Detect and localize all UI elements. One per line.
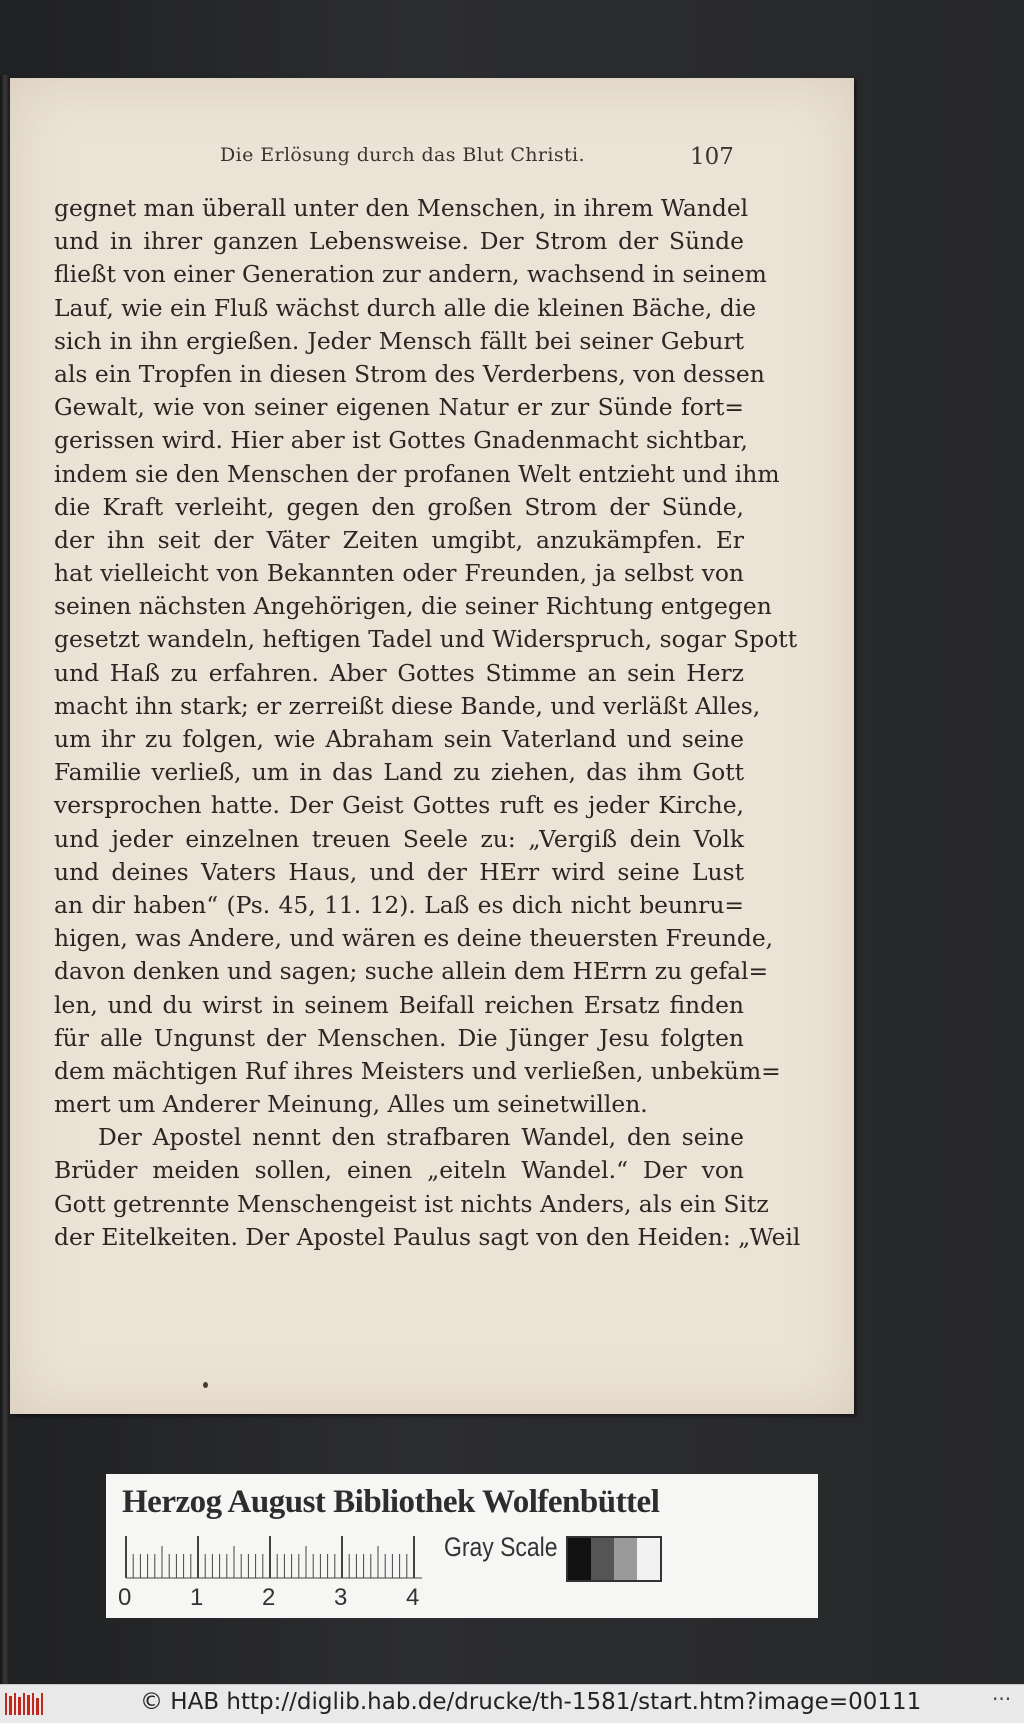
text-line: und deines Vaters Haus, und der HErr wird seine Lust xyxy=(54,857,744,886)
grayscale-patch xyxy=(614,1538,637,1580)
ruler-number: 0 xyxy=(118,1584,132,1611)
text-line: fließt von einer Generation zur andern, wachsend in seinem xyxy=(54,260,767,289)
text-line: Gewalt, wie von seiner eigenen Natur er zur Sünde fort= xyxy=(54,393,744,422)
text-line: und jeder einzelnen treuen Seele zu: „Vergiß dein Volk xyxy=(54,824,744,853)
more-options-icon[interactable]: ··· xyxy=(992,1687,1012,1711)
viewer-footer xyxy=(0,1684,1024,1723)
text-line: Brüder meiden sollen, einen „eiteln Wandel.“ Der von xyxy=(54,1156,744,1185)
text-line: indem sie den Menschen der profanen Welt entzieht und ihm xyxy=(54,459,780,488)
text-line: und Haß zu erfahren. Aber Gottes Stimme an sein Herz xyxy=(54,658,744,687)
ruler-number: 3 xyxy=(334,1584,348,1611)
page-number: 107 xyxy=(690,144,734,170)
hab-logo-icon xyxy=(4,1691,48,1717)
text-line: versprochen hatte. Der Geist Gottes ruft es jeder Kirche, xyxy=(54,791,744,820)
text-line: hat vielleicht von Bekannten oder Freunden, ja selbst von xyxy=(54,559,744,588)
text-line: higen, was Andere, und wären es deine theuersten Freunde, xyxy=(54,924,774,953)
text-line: und in ihrer ganzen Lebensweise. Der Strom der Sünde xyxy=(54,227,744,256)
ruler-number: 1 xyxy=(190,1584,204,1611)
text-line: len, und du wirst in seinem Beifall reichen Ersatz finden xyxy=(54,990,744,1019)
ruler-number: 4 xyxy=(406,1584,420,1611)
text-line: dem mächtigen Ruf ihres Meisters und verließen, unbeküm= xyxy=(54,1056,781,1085)
text-line: Gott getrennte Menschengeist ist nichts Anders, als ein Sitz xyxy=(54,1189,769,1218)
book-spine xyxy=(0,75,10,1695)
color-target-card xyxy=(106,1474,818,1618)
text-line: der ihn seit der Väter Zeiten umgibt, anzukämpfen. Er xyxy=(54,525,744,554)
text-line: Der Apostel nennt den strafbaren Wandel, den seine xyxy=(98,1123,744,1152)
grayscale-patch xyxy=(637,1538,660,1580)
text-line: Lauf, wie ein Fluß wächst durch alle die kleinen Bäche, die xyxy=(54,293,757,322)
book-page xyxy=(10,78,854,1414)
running-head: Die Erlösung durch das Blut Christi. xyxy=(220,144,585,166)
text-line: macht ihn stark; er zerreißt diese Bande, und verläßt Alles, xyxy=(54,691,761,720)
grayscale-patch xyxy=(568,1538,591,1580)
text-line: die Kraft verleiht, gegen den großen Strom der Sünde, xyxy=(54,492,744,521)
grayscale-patch xyxy=(591,1538,614,1580)
text-line: seinen nächsten Angehörigen, die seiner Richtung entgegen xyxy=(54,592,772,621)
ruler-numbers xyxy=(118,1584,458,1614)
grayscale-label: Gray Scale xyxy=(444,1532,558,1562)
text-line: für alle Ungunst der Menschen. Die Jünger Jesu folgten xyxy=(54,1023,744,1052)
text-line: um ihr zu folgen, wie Abraham sein Vaterland und seine xyxy=(54,725,744,753)
library-title: Herzog August Bibliothek Wolfenbüttel xyxy=(122,1484,660,1520)
text-line: an dir haben“ (Ps. 45, 11. 12). Laß es dich nicht beunru= xyxy=(54,890,744,919)
text-line: mert um Anderer Meinung, Alles um seinetwillen. xyxy=(54,1090,648,1119)
text-line: sich in ihn ergießen. Jeder Mensch fällt bei seiner Geburt xyxy=(54,326,744,355)
text-line: gerissen wird. Hier aber ist Gottes Gnadenmacht sichtbar, xyxy=(54,426,748,455)
text-line: gesetzt wandeln, heftigen Tadel und Widerspruch, sogar Spott xyxy=(54,625,798,654)
text-line: davon denken und sagen; suche allein dem HErrn zu gefal= xyxy=(54,957,769,986)
ruler-number: 2 xyxy=(262,1584,276,1611)
body-text xyxy=(54,192,801,1254)
grayscale-strip xyxy=(566,1536,662,1582)
text-line: als ein Tropfen in diesen Strom des Verderbens, von dessen xyxy=(54,359,765,388)
text-line: Familie verließ, um in das Land zu ziehen, das ihm Gott xyxy=(54,758,744,787)
text-line: gegnet man überall unter den Menschen, in ihrem Wandel xyxy=(54,194,749,222)
footer-copyright-link[interactable]: © HAB http://diglib.hab.de/drucke/th-1581/start.htm?image=00111 xyxy=(140,1689,922,1715)
paper-speck xyxy=(203,1382,208,1388)
text-line: der Eitelkeiten. Der Apostel Paulus sagt von den Heiden: „Weil xyxy=(54,1222,801,1251)
ruler xyxy=(124,1536,424,1582)
